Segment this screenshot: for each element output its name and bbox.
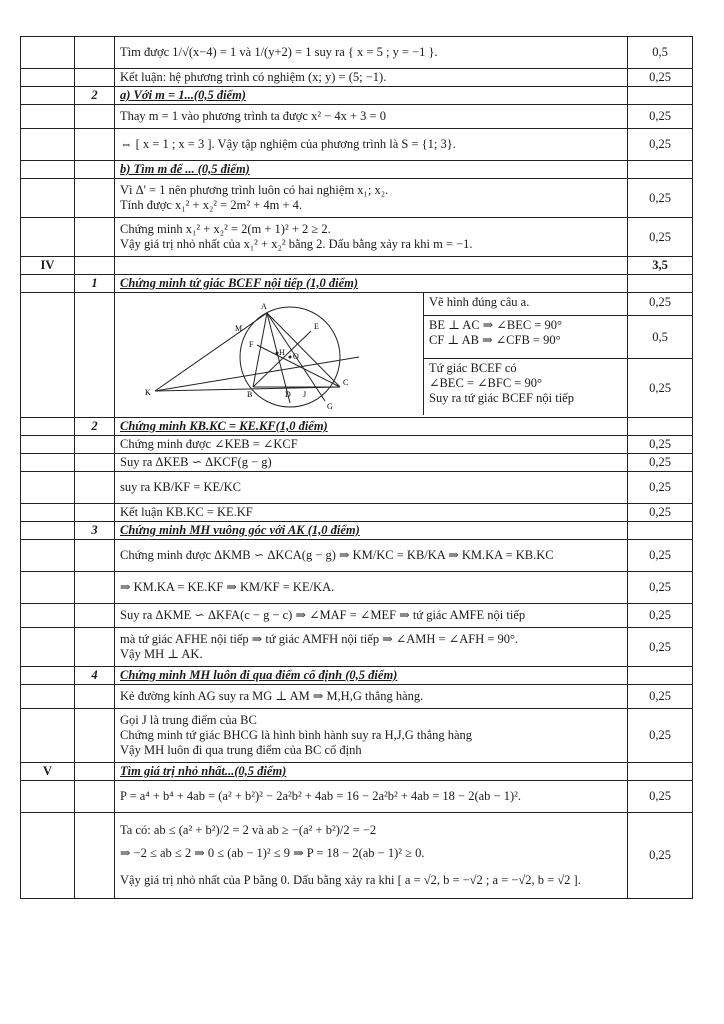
table-row	[21, 667, 693, 685]
table-row	[21, 472, 693, 504]
score-cell: 0,5	[628, 316, 692, 359]
answer-line: Chứng minh x₁² + x₂² = 2(m + 1)² + 2 ≥ 2.	[120, 222, 331, 236]
figure-label: G	[327, 402, 333, 411]
answer-line: Vì Δ' = 1 nên phương trình luôn có hai nghiệm x₁; x₂.	[120, 183, 389, 197]
figure-label: M	[235, 324, 243, 333]
answer-text	[115, 628, 628, 667]
subquestion-number: 3	[75, 522, 115, 540]
answer-text: Thay m = 1 vào phương trình ta được x² − 4x + 3 = 0	[115, 105, 628, 129]
answer-line: mà tứ giác AFHE nội tiếp ⇒ tứ giác AMFH nội tiếp ⇒ ∠AMH = ∠AFH = 90°.	[120, 632, 519, 646]
answer-text: Kẻ đường kính AG suy ra MG ⊥ AM ⇒ M,H,G thẳng hàng.	[115, 685, 628, 709]
geometry-figure	[115, 293, 424, 415]
figure-label: D	[285, 390, 291, 399]
answer-text: Kết luận KB.KC = KE.KF	[115, 504, 628, 522]
answer-text: Suy ra ΔKME ∽ ΔKFA(c − g − c) ⇒ ∠MAF = ∠MEF ⇒ tứ giác AMFE nội tiếp	[115, 604, 628, 628]
score-cell: 0,25	[628, 604, 693, 628]
table-row	[21, 540, 693, 572]
figure-label: C	[343, 378, 349, 387]
answer-text: Suy ra ΔKEB ∽ ΔKCF(g − g)	[115, 454, 628, 472]
score-cell: 0,25	[628, 69, 693, 87]
table-row	[21, 275, 693, 293]
answer-text: Kết luận: hệ phương trình có nghiệm (x; y) = (5; −1).	[115, 69, 628, 87]
answer-text: ⇒ KM.KA = KE.KF ⇒ KM/KF = KE/KA.	[115, 572, 628, 604]
table-row	[21, 628, 693, 667]
table-row	[21, 161, 693, 179]
figure-label: B	[247, 390, 253, 399]
answer-line: BE ⊥ AC ⇒ ∠BEC = 90°	[429, 318, 562, 332]
figure-label: F	[249, 340, 254, 349]
score-cell: 0,25	[628, 813, 693, 899]
answer-text: Vẽ hình đúng câu a.	[424, 293, 627, 316]
answer-text	[115, 813, 628, 899]
figure-label: A	[261, 302, 267, 311]
answer-line: Tứ giác BCEF có	[429, 361, 517, 375]
table-row	[21, 37, 693, 69]
answer-line: Vậy giá trị nhỏ nhất của P bằng 0. Dấu bằng xảy ra khi [ a = √2, b = −√2 ; a = −√2, b = √2 ].	[120, 873, 581, 887]
answer-line: Ta có: ab ≤ (a² + b²)/2 = 2 và ab ≥ −(a² + b²)/2 = −2	[120, 823, 377, 837]
answer-line: Chứng minh tứ giác BHCG là hình bình hành suy ra H,J,G thẳng hàng	[120, 728, 473, 742]
score-cell: 0,25	[628, 129, 693, 161]
score-cell: 0,25	[628, 293, 692, 316]
table-row	[21, 813, 693, 899]
table-row	[21, 504, 693, 522]
table-row	[21, 87, 693, 105]
section-title: Tìm giá trị nhỏ nhất...(0,5 điểm)	[115, 763, 628, 781]
section-title: Chứng minh KB.KC = KE.KF(1,0 điểm)	[115, 418, 628, 436]
section-title: Chứng minh tứ giác BCEF nội tiếp (1,0 điểm)	[115, 275, 628, 293]
score-cell: 0,25	[628, 105, 693, 129]
section-title: b) Tìm m để ... (0,5 điểm)	[115, 161, 628, 179]
answer-text: Chứng minh được ∠KEB = ∠KCF	[115, 436, 628, 454]
score-cell: 0,25	[628, 628, 693, 667]
score-cell: 0,25	[628, 504, 693, 522]
table-row	[21, 257, 693, 275]
table-row	[21, 685, 693, 709]
answer-line: Vậy MH ⊥ AK.	[120, 647, 203, 661]
answer-line: CF ⊥ AB ⇒ ∠CFB = 90°	[429, 333, 561, 347]
section-title: a) Với m = 1...(0,5 điểm)	[115, 87, 628, 105]
score-cell: 0,25	[628, 454, 693, 472]
section-title: Chứng minh MH luôn đi qua điểm cố định (0,5 điểm)	[115, 667, 628, 685]
score-cell: 0,5	[628, 37, 693, 69]
score-cell: 0,25	[628, 709, 693, 763]
scoring-table	[20, 36, 693, 899]
table-row	[21, 572, 693, 604]
answer-text: Chứng minh được ΔKMB ∽ ΔKCA(g − g) ⇒ KM/KC = KB/KA ⇒ KM.KA = KB.KC	[115, 540, 628, 572]
table-row	[21, 69, 693, 87]
score-cell: 0,25	[628, 436, 693, 454]
score-cell: 0,25	[628, 472, 693, 504]
score-cell: 0,25	[649, 381, 671, 395]
answer-key-sheet	[20, 36, 692, 986]
answer-line: Vậy MH luôn đi qua trung điểm của BC cố định	[120, 743, 362, 757]
answer-text: ⇔ [ x = 1 ; x = 3 ]. Vậy tập nghiệm của phương trình là S = {1; 3}.	[115, 129, 628, 161]
figure-label: O	[293, 352, 299, 361]
table-row	[21, 454, 693, 472]
score-cell: 0,25	[628, 218, 693, 257]
answer-text	[115, 709, 628, 763]
table-row	[21, 604, 693, 628]
table-row	[21, 522, 693, 540]
table-row	[21, 418, 693, 436]
figure-label: K	[145, 388, 151, 397]
score-cell: 0,25	[628, 179, 693, 218]
table-row	[21, 763, 693, 781]
answer-text	[115, 218, 628, 257]
answer-line: Gọi J là trung điểm của BC	[120, 713, 257, 727]
answer-line: Suy ra tứ giác BCEF nội tiếp	[429, 391, 574, 405]
figure-label: H	[279, 348, 285, 357]
answer-text: suy ra KB/KF = KE/KC	[115, 472, 628, 504]
part-number: IV	[21, 257, 75, 275]
table-row	[21, 293, 693, 418]
table-row	[21, 218, 693, 257]
answer-line: ⇒ −2 ≤ ab ≤ 2 ⇒ 0 ≤ (ab − 1)² ≤ 9 ⇒ P = 18 − 2(ab − 1)² ≥ 0.	[120, 846, 425, 860]
answer-line: Tính được x₁² + x₂² = 2m² + 4m + 4.	[120, 198, 303, 212]
score-cell: 3,5	[628, 257, 693, 275]
answer-line: ∠BEC = ∠BFC = 90°	[429, 376, 542, 390]
table-row	[21, 781, 693, 813]
subquestion-number: 2	[75, 418, 115, 436]
score-cell: 0,25	[628, 572, 693, 604]
table-row	[21, 436, 693, 454]
answer-text: P = a⁴ + b⁴ + 4ab = (a² + b²)² − 2a²b² + 4ab = 16 − 2a²b² + 4ab = 18 − 2(ab − 1)².	[115, 781, 628, 813]
table-row	[21, 129, 693, 161]
score-cell: 0,25	[628, 781, 693, 813]
score-cell: 0,25	[628, 540, 693, 572]
section-title: Chứng minh MH vuông góc với AK (1,0 điểm)	[115, 522, 628, 540]
table-row	[21, 709, 693, 763]
answer-text	[115, 179, 628, 218]
subquestion-number: 4	[75, 667, 115, 685]
score-cell: 0,25	[628, 685, 693, 709]
answer-line: Vậy giá trị nhỏ nhất của x₁² + x₂² bằng 2. Dấu bằng xảy ra khi m = −1.	[120, 237, 473, 251]
subquestion-number: 1	[75, 275, 115, 293]
figure-label: E	[314, 322, 319, 331]
table-row	[21, 105, 693, 129]
answer-text: Tìm được 1/√(x−4) = 1 và 1/(y+2) = 1 suy ra { x = 5 ; y = −1 }.	[115, 37, 628, 69]
table-row	[21, 179, 693, 218]
part-number: V	[21, 763, 75, 781]
figure-label: J	[303, 390, 307, 399]
subquestion-number: 2	[75, 87, 115, 105]
